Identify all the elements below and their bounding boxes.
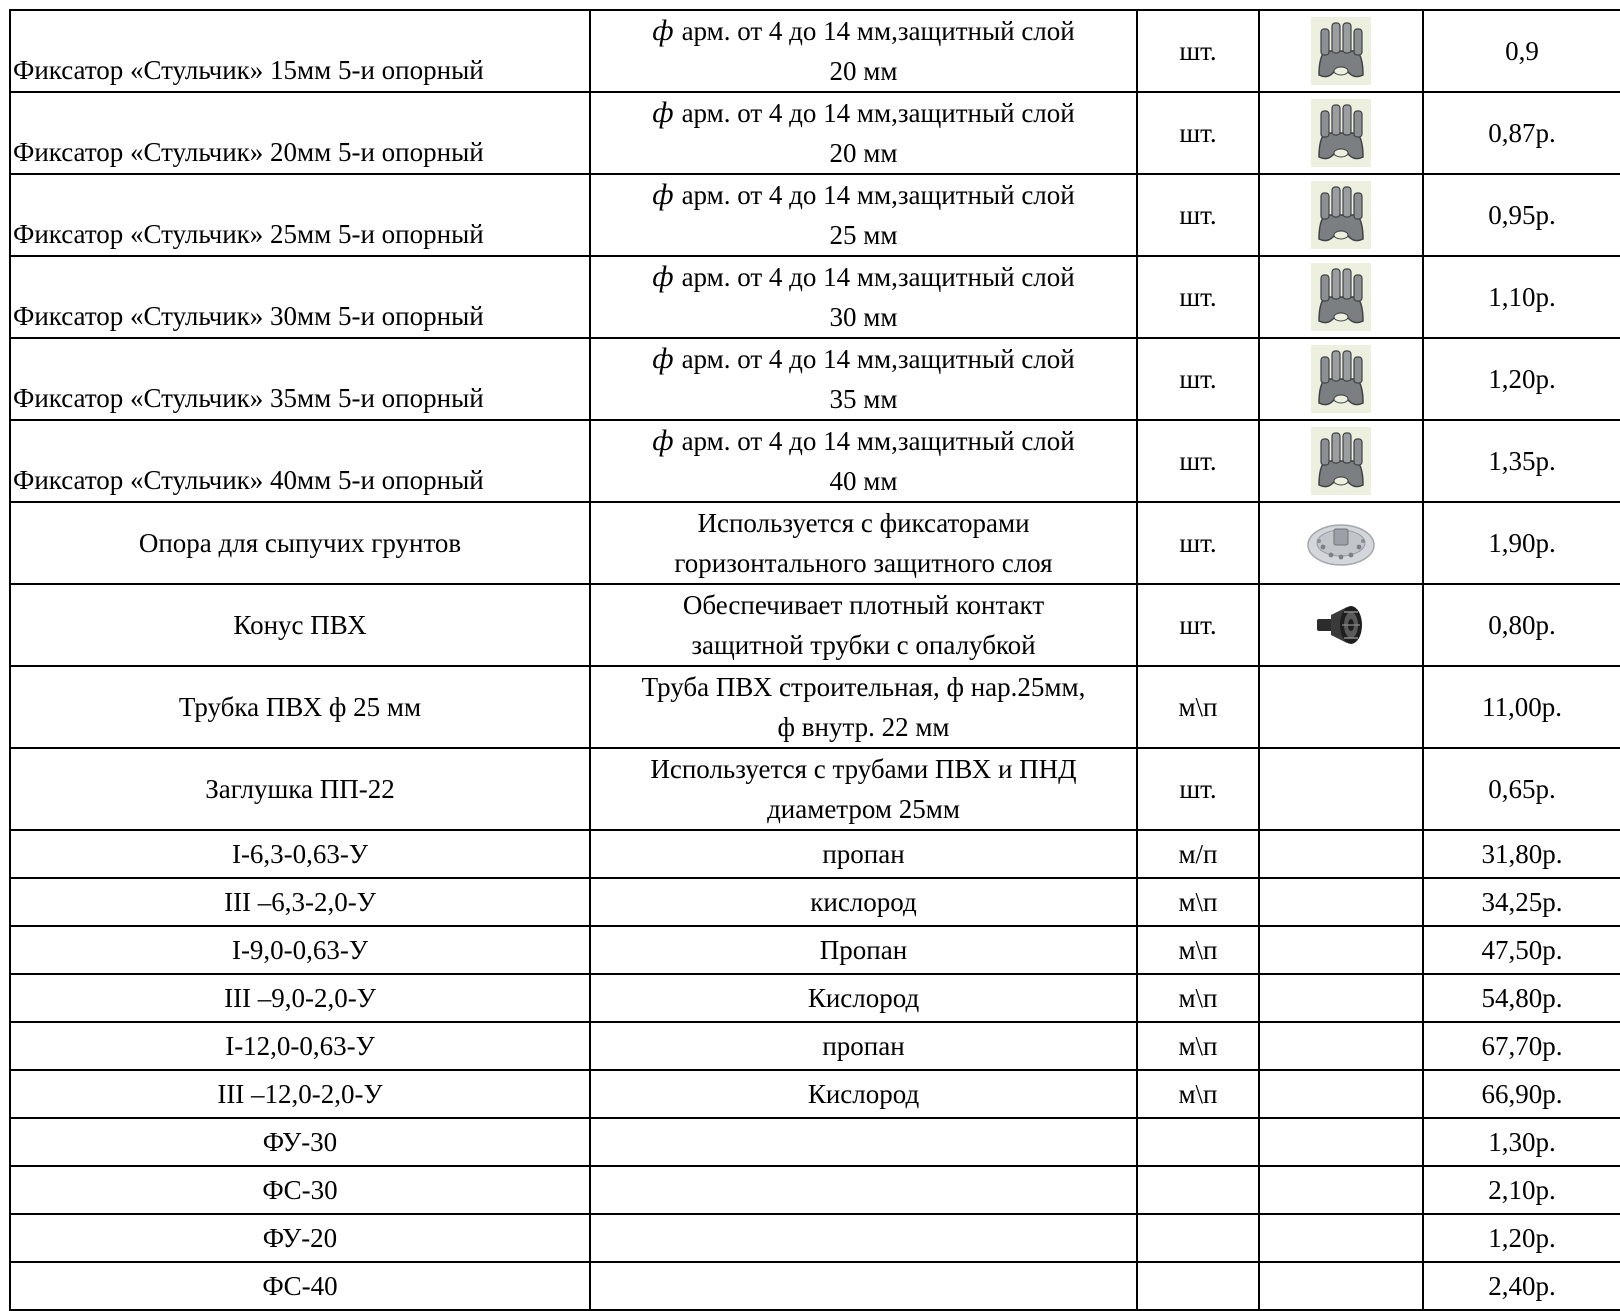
table-row (10, 420, 1620, 502)
product-description (590, 420, 1137, 502)
price-cell: 34,25р. (1423, 878, 1620, 926)
unit-cell: м\п (1137, 878, 1259, 926)
product-description (590, 584, 1137, 666)
product-description (590, 338, 1137, 420)
unit-cell: шт. (1137, 338, 1259, 420)
product-name: Фиксатор «Стульчик» 20мм 5-и опорный (10, 92, 590, 174)
phi-symbol: ф (652, 342, 674, 375)
table-row (10, 1214, 1620, 1262)
product-description (590, 748, 1137, 830)
description-line: 25 мм (829, 220, 898, 250)
unit-cell: шт. (1137, 10, 1259, 92)
product-description: Кислород (590, 974, 1137, 1022)
unit-cell: шт. (1137, 748, 1259, 830)
table-row (10, 10, 1620, 92)
table-row (10, 1118, 1620, 1166)
product-image-cell (1259, 1070, 1423, 1118)
product-name: Фиксатор «Стульчик» 30мм 5-и опорный (10, 256, 590, 338)
table-row (10, 1262, 1620, 1310)
description-line: 20 мм (829, 138, 898, 168)
product-description: пропан (590, 830, 1137, 878)
product-name: ФУ-20 (10, 1214, 590, 1262)
product-name: Фиксатор «Стульчик» 25мм 5-и опорный (10, 174, 590, 256)
product-image-cell (1259, 1214, 1423, 1262)
price-cell: 0,95р. (1423, 174, 1620, 256)
product-description (590, 92, 1137, 174)
product-name: Опора для сыпучих грунтов (10, 502, 590, 584)
product-name: I-6,3-0,63-У (10, 830, 590, 878)
description-line: 30 мм (829, 302, 898, 332)
description-line: арм. от 4 до 14 мм,защитный слой (681, 180, 1075, 210)
chair-fixator-icon (1311, 345, 1371, 413)
chair-fixator-icon (1311, 263, 1371, 331)
price-cell: 11,00р. (1423, 666, 1620, 748)
phi-symbol: ф (652, 14, 674, 47)
unit-cell: шт. (1137, 92, 1259, 174)
product-image-cell (1259, 92, 1423, 174)
table-row (10, 830, 1620, 878)
table-row (10, 1022, 1620, 1070)
product-name: III –6,3-2,0-У (10, 878, 590, 926)
table-row (10, 878, 1620, 926)
product-name: Трубка ПВХ ф 25 мм (10, 666, 590, 748)
table-row (10, 584, 1620, 666)
price-cell: 2,40р. (1423, 1262, 1620, 1310)
description-line: Используется с трубами ПВХ и ПНД (650, 754, 1077, 784)
product-image-cell (1259, 1262, 1423, 1310)
product-image-cell (1259, 338, 1423, 420)
product-image-cell (1259, 174, 1423, 256)
table-row (10, 1070, 1620, 1118)
unit-cell (1137, 1118, 1259, 1166)
price-cell: 0,9 (1423, 10, 1620, 92)
product-image-cell (1259, 1166, 1423, 1214)
product-description (590, 502, 1137, 584)
unit-cell: шт. (1137, 256, 1259, 338)
unit-cell (1137, 1214, 1259, 1262)
product-image-cell (1259, 1022, 1423, 1070)
table-row (10, 1166, 1620, 1214)
table-row (10, 256, 1620, 338)
price-table (9, 9, 1620, 1311)
product-image-cell (1259, 256, 1423, 338)
phi-symbol: ф (652, 178, 674, 211)
price-cell: 1,20р. (1423, 338, 1620, 420)
description-line: 20 мм (829, 56, 898, 86)
product-description (590, 10, 1137, 92)
unit-cell: шт. (1137, 174, 1259, 256)
price-cell: 54,80р. (1423, 974, 1620, 1022)
price-cell: 66,90р. (1423, 1070, 1620, 1118)
product-name: Конус ПВХ (10, 584, 590, 666)
price-cell: 1,30р. (1423, 1118, 1620, 1166)
product-name: Фиксатор «Стульчик» 35мм 5-и опорный (10, 338, 590, 420)
unit-cell (1137, 1166, 1259, 1214)
description-line: 35 мм (829, 384, 898, 414)
description-line: арм. от 4 до 14 мм,защитный слой (681, 344, 1075, 374)
chair-fixator-icon (1311, 181, 1371, 249)
product-description (590, 256, 1137, 338)
description-line: арм. от 4 до 14 мм,защитный слой (681, 98, 1075, 128)
price-cell: 1,10р. (1423, 256, 1620, 338)
description-line: ф внутр. 22 мм (777, 712, 950, 742)
product-description (590, 1118, 1137, 1166)
price-cell: 2,10р. (1423, 1166, 1620, 1214)
description-line: диаметром 25мм (767, 794, 960, 824)
table-row (10, 338, 1620, 420)
price-cell: 31,80р. (1423, 830, 1620, 878)
table-row (10, 748, 1620, 830)
description-line: Труба ПВХ строительная, ф нар.25мм, (641, 672, 1086, 702)
phi-symbol: ф (652, 96, 674, 129)
product-name: I-12,0-0,63-У (10, 1022, 590, 1070)
product-image-cell (1259, 748, 1423, 830)
unit-cell: м\п (1137, 974, 1259, 1022)
unit-cell: м\п (1137, 666, 1259, 748)
unit-cell: шт. (1137, 420, 1259, 502)
product-name: I-9,0-0,63-У (10, 926, 590, 974)
chair-fixator-icon (1260, 17, 1422, 85)
unit-cell: шт. (1137, 502, 1259, 584)
price-cell: 1,90р. (1423, 502, 1620, 584)
product-image-cell (1259, 830, 1423, 878)
product-name: ФУ-30 (10, 1118, 590, 1166)
product-description: пропан (590, 1022, 1137, 1070)
description-line: 40 мм (829, 466, 898, 496)
unit-cell: м\п (1137, 1070, 1259, 1118)
product-name: Заглушка ПП-22 (10, 748, 590, 830)
product-image-cell (1259, 666, 1423, 748)
product-description (590, 1214, 1137, 1262)
product-description (590, 1262, 1137, 1310)
product-name: Фиксатор «Стульчик» 15мм 5-и опорный (10, 10, 590, 92)
product-name: III –12,0-2,0-У (10, 1070, 590, 1118)
chair-fixator-icon (1311, 99, 1371, 167)
table-row (10, 974, 1620, 1022)
chair-fixator-icon (1311, 17, 1371, 85)
description-line: горизонтального защитного слоя (674, 548, 1053, 578)
product-image-cell (1259, 926, 1423, 974)
price-cell: 0,80р. (1423, 584, 1620, 666)
product-image-cell (1259, 878, 1423, 926)
product-image-cell (1259, 420, 1423, 502)
price-cell: 67,70р. (1423, 1022, 1620, 1070)
product-image-cell (1259, 502, 1423, 584)
description-line: арм. от 4 до 14 мм,защитный слой (681, 16, 1075, 46)
product-description (590, 1166, 1137, 1214)
product-description (590, 666, 1137, 748)
product-name: Фиксатор «Стульчик» 40мм 5-и опорный (10, 420, 590, 502)
chair-fixator-icon (1260, 181, 1422, 249)
round-support-icon (1305, 517, 1377, 569)
product-description: Пропан (590, 926, 1137, 974)
product-description: Кислород (590, 1070, 1137, 1118)
price-cell: 1,20р. (1423, 1214, 1620, 1262)
price-cell: 0,65р. (1423, 748, 1620, 830)
chair-fixator-icon (1260, 263, 1422, 331)
phi-symbol: ф (652, 260, 674, 293)
product-description: кислород (590, 878, 1137, 926)
product-description (590, 174, 1137, 256)
product-image-cell (1259, 584, 1423, 666)
product-image-cell (1259, 974, 1423, 1022)
unit-cell: м\п (1137, 1022, 1259, 1070)
table-row (10, 92, 1620, 174)
price-cell: 1,35р. (1423, 420, 1620, 502)
chair-fixator-icon (1311, 427, 1371, 495)
table-row (10, 926, 1620, 974)
product-name: III –9,0-2,0-У (10, 974, 590, 1022)
product-name: ФС-30 (10, 1166, 590, 1214)
description-line: Обеспечивает плотный контакт (682, 590, 1045, 620)
product-image-cell (1259, 10, 1423, 92)
description-line: защитной трубки с опалубкой (691, 630, 1036, 660)
price-cell: 0,87р. (1423, 92, 1620, 174)
table-row (10, 666, 1620, 748)
table-row (10, 502, 1620, 584)
unit-cell: шт. (1137, 584, 1259, 666)
chair-fixator-icon (1260, 99, 1422, 167)
description-line: Используется с фиксаторами (697, 508, 1030, 538)
product-name: ФС-40 (10, 1262, 590, 1310)
unit-cell: м/п (1137, 830, 1259, 878)
price-cell: 47,50р. (1423, 926, 1620, 974)
chair-fixator-icon (1260, 345, 1422, 413)
product-image-cell (1259, 1118, 1423, 1166)
unit-cell: м\п (1137, 926, 1259, 974)
description-line: арм. от 4 до 14 мм,защитный слой (681, 426, 1075, 456)
phi-symbol: ф (652, 424, 674, 457)
pvc-cone-icon (1311, 602, 1371, 648)
table-row (10, 174, 1620, 256)
chair-fixator-icon (1260, 427, 1422, 495)
unit-cell (1137, 1262, 1259, 1310)
description-line: арм. от 4 до 14 мм,защитный слой (681, 262, 1075, 292)
